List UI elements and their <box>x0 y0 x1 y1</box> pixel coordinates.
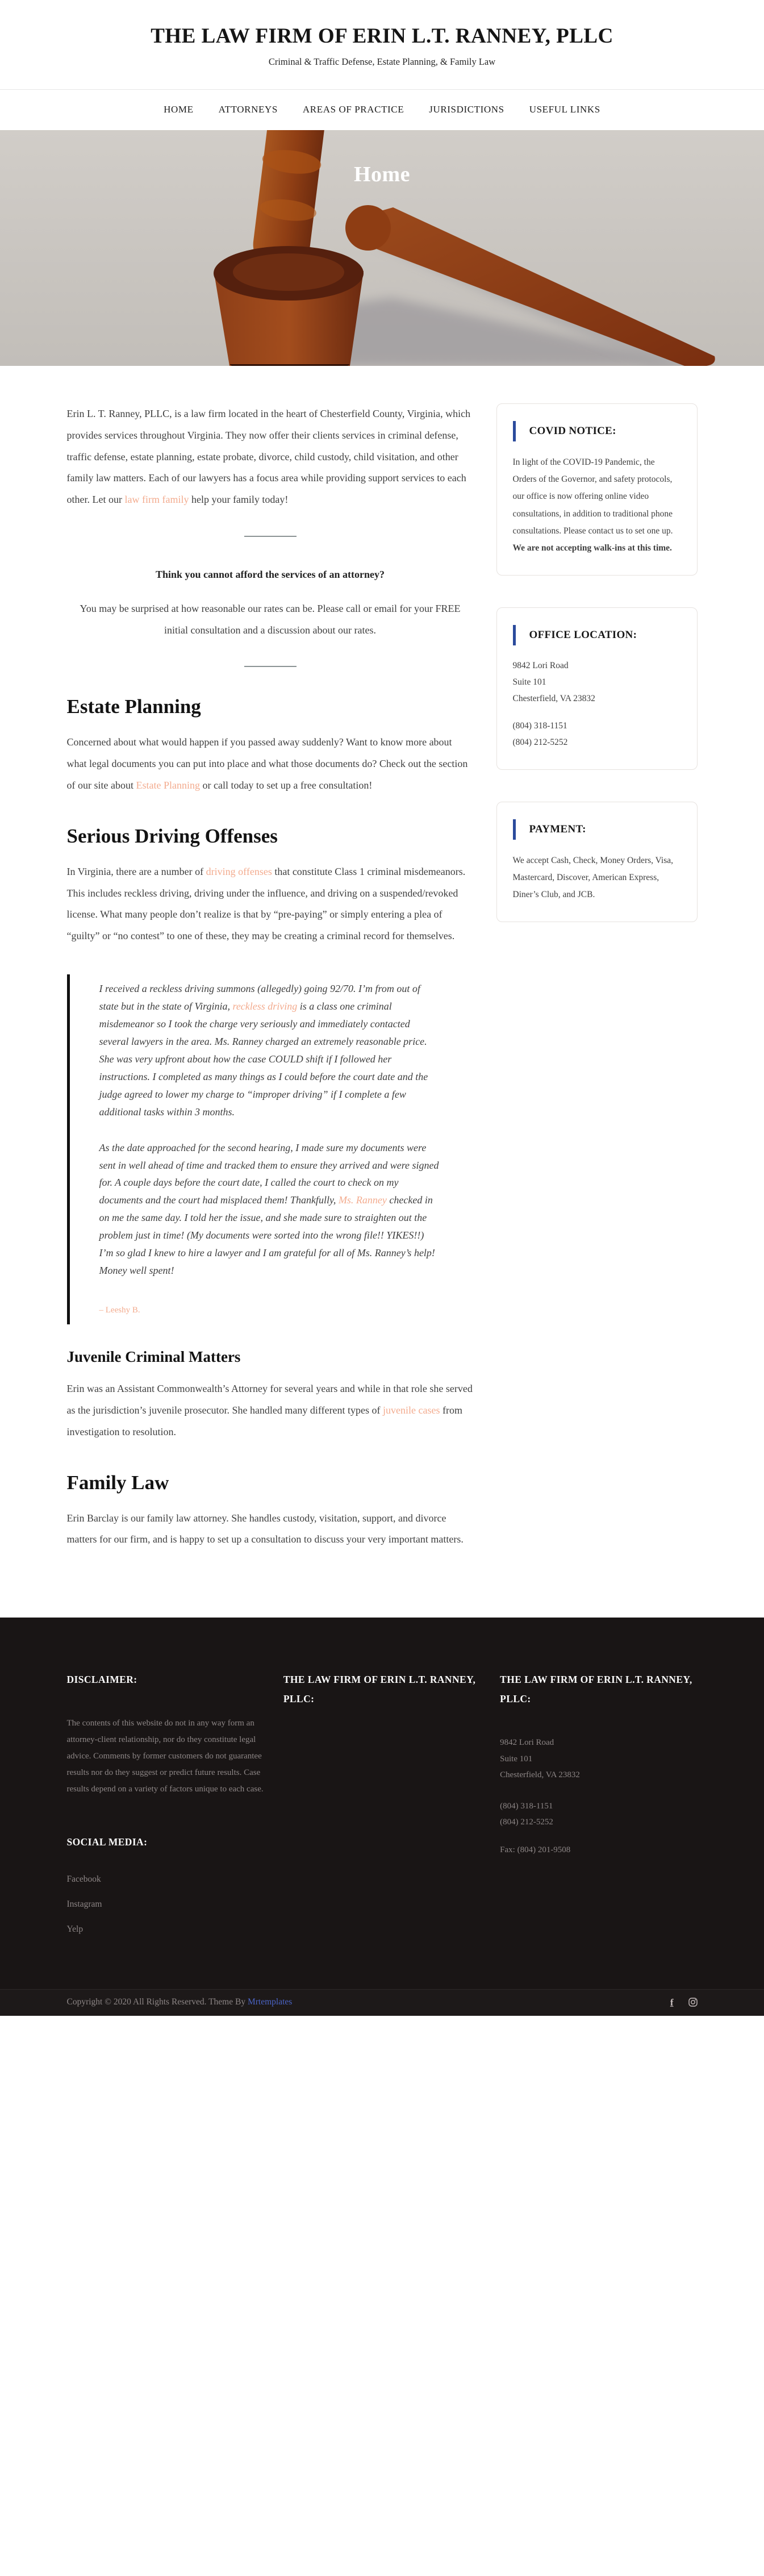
site-footer <box>0 1618 764 2016</box>
intro-text-end: help your family today! <box>189 494 289 506</box>
address-line: Chesterfield, VA 23832 <box>512 693 595 703</box>
facebook-link[interactable]: Facebook <box>66 1874 101 1885</box>
footer-firm-column-right <box>500 1670 697 1949</box>
covid-text-bold: We are not accepting walk-ins at this time. <box>512 543 672 553</box>
estate-planning-paragraph <box>67 732 474 796</box>
law-firm-family-link[interactable]: law firm family <box>124 494 189 506</box>
copyright-text <box>67 1997 293 2007</box>
intro-paragraph <box>67 403 474 511</box>
ms-ranney-link[interactable]: Ms. Ranney <box>338 1194 387 1206</box>
driving-offenses-heading: Serious Driving Offenses <box>66 824 278 847</box>
juvenile-text: Erin was an Assistant Commonwealth’s Attorney for several years and while in that role she served as the jurisdiction’s juvenile prosecutor. She handled many different types of <box>66 1383 473 1416</box>
estate-text: Concerned about what would happen if you passed away suddenly? Want to know more about what legal documents you can put into place and what those documents do? Check out the section of our site about <box>66 736 468 791</box>
instagram-link[interactable]: Instagram <box>66 1899 102 1910</box>
instagram-icon[interactable] <box>688 1998 698 2007</box>
section-divider <box>244 536 297 537</box>
site-header <box>0 0 764 89</box>
social-media-heading: SOCIAL MEDIA: <box>66 1836 148 1848</box>
office-card-title: OFFICE LOCATION: <box>529 629 637 641</box>
yelp-link[interactable]: Yelp <box>66 1924 84 1935</box>
site-tagline: Criminal & Traffic Defense, Estate Planning, & Family Law <box>268 56 496 67</box>
affordability-question: Think you cannot afford the services of an attorney? <box>156 568 385 580</box>
accent-bar <box>513 625 516 645</box>
nav-item-home[interactable]: HOME <box>164 104 194 115</box>
reckless-driving-link[interactable]: reckless driving <box>232 1000 298 1012</box>
covid-notice-card <box>496 403 698 576</box>
juvenile-text-end: from investigation to resolution. <box>66 1404 463 1437</box>
testimonial-text: As the date approached for the second hearing, I made sure my documents were sent in well ahead of time and tracked them to ensure they arrived and were signed for. A couple days before the court date, I called the court to check on my documents and the court had misplaced them! Thankfully, <box>99 1141 439 1206</box>
testimonial-text: I received a reckless driving summons (allegedly) going 92/70. I’m from out of state but in the state of Virginia, <box>99 982 420 1012</box>
hero-page-title: Home <box>353 162 411 186</box>
theme-author-link[interactable]: Mrtemplates <box>247 1997 293 2007</box>
juvenile-matters-heading: Juvenile Criminal Matters <box>66 1348 241 1366</box>
driving-offenses-paragraph <box>67 861 474 947</box>
copyright-bar <box>0 1989 764 2016</box>
address-line: 9842 Lori Road <box>500 1738 554 1748</box>
family-law-paragraph: Erin Barclay is our family law attorney. She handles custody, visitation, support, and divorce matters for our firm, and is happy to set up a consultation to discuss your very important matters. <box>66 1512 464 1545</box>
firm-name-heading: THE LAW FIRM OF ERIN L.T. RANNEY, PLLC: <box>283 1674 476 1705</box>
address-line: Chesterfield, VA 23832 <box>500 1770 580 1780</box>
site-title: THE LAW FIRM OF ERIN L.T. RANNEY, PLLC <box>151 24 613 48</box>
footer-firm-column-middle <box>283 1670 481 1949</box>
intro-text: Erin L. T. Ranney, PLLC, is a law firm located in the heart of Chesterfield County, Virginia, which provides services throughout Virginia. They now offer their clients services in criminal defense, traffic defense, estate planning, estate probate, divorce, child custody, child visitation, and other family law matters. Each of our lawyers has a focus area while providing support services to each other. Let our <box>66 408 471 506</box>
accent-bar <box>513 421 516 441</box>
covid-card-heading <box>513 421 681 441</box>
phone-number: (804) 318-1151 <box>512 721 567 731</box>
client-testimonial <box>67 974 474 1324</box>
payment-card-text: We accept Cash, Check, Money Orders, Visa, Mastercard, Discover, American Express, Diner’s Club, and JCB. <box>512 855 673 900</box>
disclaimer-text: The contents of this website do not in any way form an attorney-client relationship, nor do they constitute legal advice. Comments by former customers do not guarantee results nor do they suggest or predict future results. Case results depend on a variety of factors unique to each case. <box>66 1719 264 1794</box>
nav-item-attorneys[interactable]: ATTORNEYS <box>218 104 278 115</box>
firm-name-heading: THE LAW FIRM OF ERIN L.T. RANNEY, PLLC: <box>500 1674 692 1705</box>
main-content <box>67 403 474 1568</box>
phone-number: (804) 318-1151 <box>500 1801 553 1811</box>
testimonial-attribution: – Leeshy B. <box>99 1306 140 1315</box>
covid-card-title: COVID NOTICE: <box>529 425 616 437</box>
office-address <box>513 658 681 707</box>
driving-text: In Virginia, there are a number of <box>66 865 206 877</box>
footer-social-icons <box>670 1998 698 2007</box>
testimonial-text-end: is a class one criminal misdemeanor so I took the charge very seriously and immediately contacted several lawyers in the area. Ms. Ranney charged an extremely reasonable price. She was very upfront about how the case COULD shift if I followed her instructions. I completed as many things as I could before the court date and the judge agreed to lower my charge to “improper driving” if I complete a few additional tasks within 3 months. <box>99 1000 428 1118</box>
office-phones <box>513 718 681 751</box>
fax-number: Fax: (804) 201-9508 <box>500 1845 571 1854</box>
covid-card-text <box>513 454 681 557</box>
sidebar <box>496 403 698 954</box>
address-line: Suite 101 <box>512 677 546 687</box>
accent-bar <box>513 819 516 840</box>
blank-area <box>0 2016 764 2573</box>
juvenile-matters-paragraph <box>67 1378 474 1443</box>
office-card-heading <box>513 625 681 645</box>
juvenile-cases-link[interactable]: juvenile cases <box>383 1404 440 1416</box>
nav-item-useful-links[interactable]: USEFUL LINKS <box>529 104 600 115</box>
nav-item-areas-of-practice[interactable]: AREAS OF PRACTICE <box>302 104 404 115</box>
testimonial-paragraph-2 <box>99 1139 441 1280</box>
facebook-icon[interactable]: f <box>670 1996 674 2008</box>
main-nav <box>0 89 764 130</box>
estate-text-end: or call today to set up a free consultation! <box>199 779 373 791</box>
footer-phones <box>500 1798 697 1831</box>
footer-address <box>500 1735 697 1783</box>
affordability-answer: You may be surprised at how reasonable our rates can be. Please call or email for your FREE initial consultation and a discussion about our rates. <box>80 602 461 636</box>
section-divider <box>244 666 297 667</box>
payment-card <box>496 802 698 923</box>
nav-item-jurisdictions[interactable]: JURISDICTIONS <box>429 104 504 115</box>
driving-text-end: that constitute Class 1 criminal misdemeanors. This includes reckless driving, driving under the influence, and driving on a suspended/revoked license. What many people don’t realize is that by “pre-paying” or simply entering a plea of “guilty” or “no contest” to one of these, they may be creating a criminal record for themselves. <box>66 865 466 942</box>
family-law-heading: Family Law <box>66 1471 169 1494</box>
payment-card-heading <box>513 819 681 840</box>
address-line: Suite 101 <box>500 1754 533 1764</box>
covid-text: In light of the COVID-19 Pandemic, the Orders of the Governor, and safety protocols, our office is now offering online video consultations, in addition to traditional phone consultations. Please contact us to set one up. <box>512 457 673 536</box>
testimonial-paragraph-1 <box>99 980 441 1121</box>
hero-banner <box>0 130 764 366</box>
driving-offenses-link[interactable]: driving offenses <box>206 865 272 877</box>
footer-disclaimer-column <box>67 1670 264 1949</box>
disclaimer-heading: DISCLAIMER: <box>66 1674 137 1686</box>
testimonial-text-end: checked in on me the same day. I told her the issue, and she made sure to straighten out the problem just in time! (My documents were sorted into the wrong file!! YIKES!!) I’m so glad I knew to hire a lawyer and I am grateful for all of Ms. Ranney’s help! Money well spent! <box>99 1194 435 1277</box>
payment-card-title: PAYMENT: <box>529 823 586 835</box>
phone-number: (804) 212-5252 <box>500 1818 553 1827</box>
copyright-notice: Copyright © 2020 All Rights Reserved. Theme By <box>66 1997 248 2007</box>
social-media-links <box>67 1874 264 1935</box>
address-line: 9842 Lori Road <box>512 661 569 671</box>
estate-planning-link[interactable]: Estate Planning <box>136 779 200 791</box>
office-location-card <box>496 607 698 769</box>
phone-number: (804) 212-5252 <box>512 737 568 747</box>
estate-planning-heading: Estate Planning <box>66 695 201 718</box>
